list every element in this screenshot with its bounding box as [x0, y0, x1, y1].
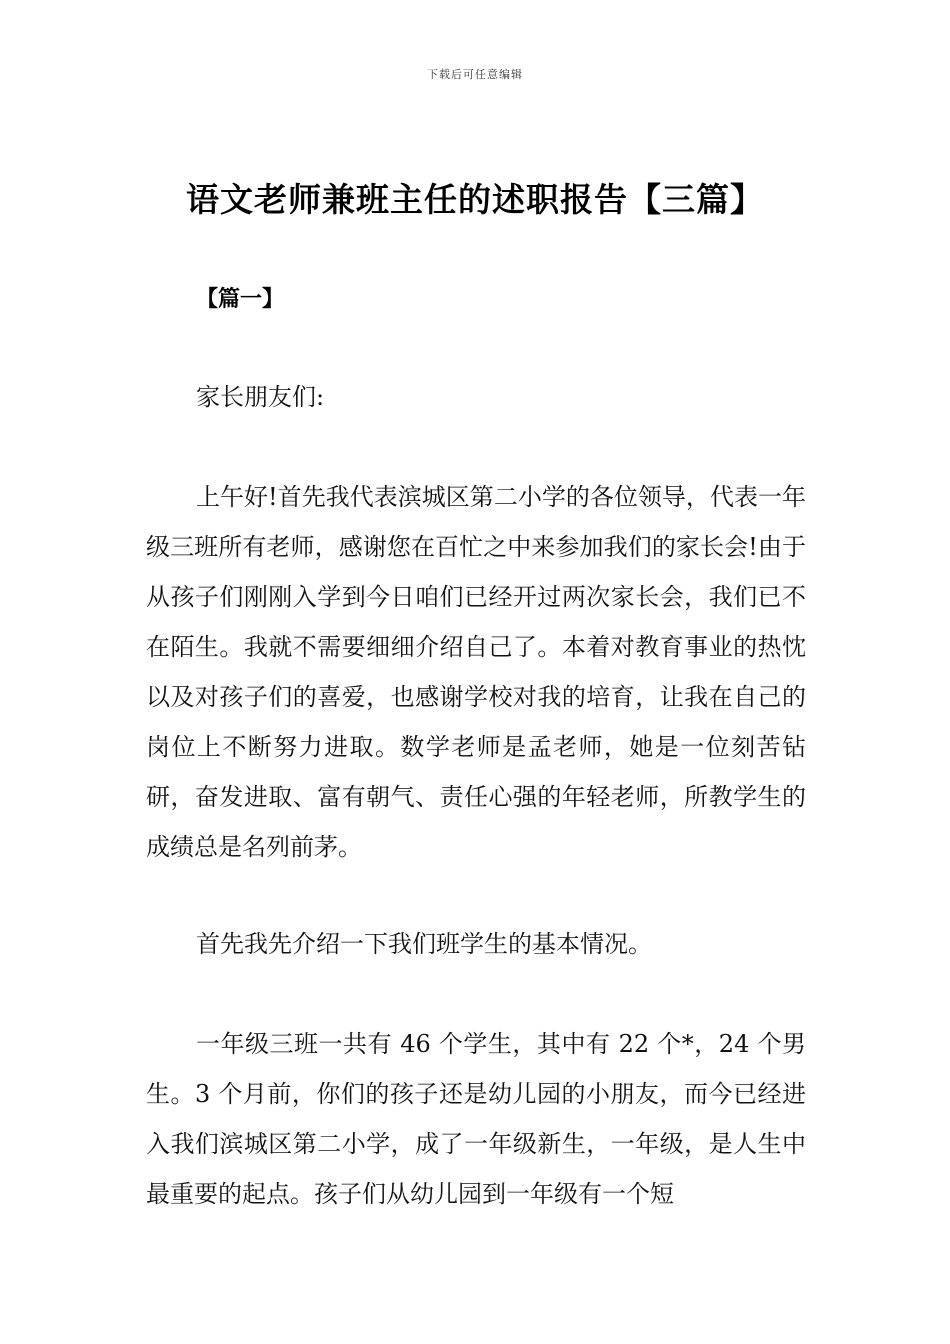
section-label: 【篇一】 [196, 287, 285, 312]
situation-lead-paragraph: 首先我先介绍一下我们班学生的基本情况。 [196, 930, 652, 958]
class-stats-paragraph: 一年级三班一共有 46 个学生，其中有 22 个*，24 个男生。3 个月前，你们的孩子还是幼儿园的小朋友，而今已经进入我们滨城区第二小学，成了一年级新生，一年级，是人生中最重要的起点。孩子们从幼儿园到一年级有一个短 [146, 1030, 806, 1208]
document-title: 语文老师兼班主任的述职报告【三篇】 [186, 180, 764, 219]
greeting-paragraph: 家长朋友们: [196, 383, 325, 411]
intro-paragraph: 上午好!首先我代表滨城区第二小学的各位领导，代表一年级三班所有老师，感谢您在百忙之中来参加我们的家长会!由于从孩子们刚刚入学到今日咱们已经开过两次家长会，我们已不在陌生。我就不需要细细介绍自己了。本着对教育事业的热忱以及对孩子们的喜爱，也感谢学校对我的培育，让我在自己的岗位上不断努力进取。数学老师是孟老师，她是一位刻苦钻研，奋发进取、富有朝气、责任心强的年轻老师，所教学生的成绩总是名列前茅。 [146, 483, 806, 861]
header-note: 下载后可任意编辑 [427, 68, 523, 81]
